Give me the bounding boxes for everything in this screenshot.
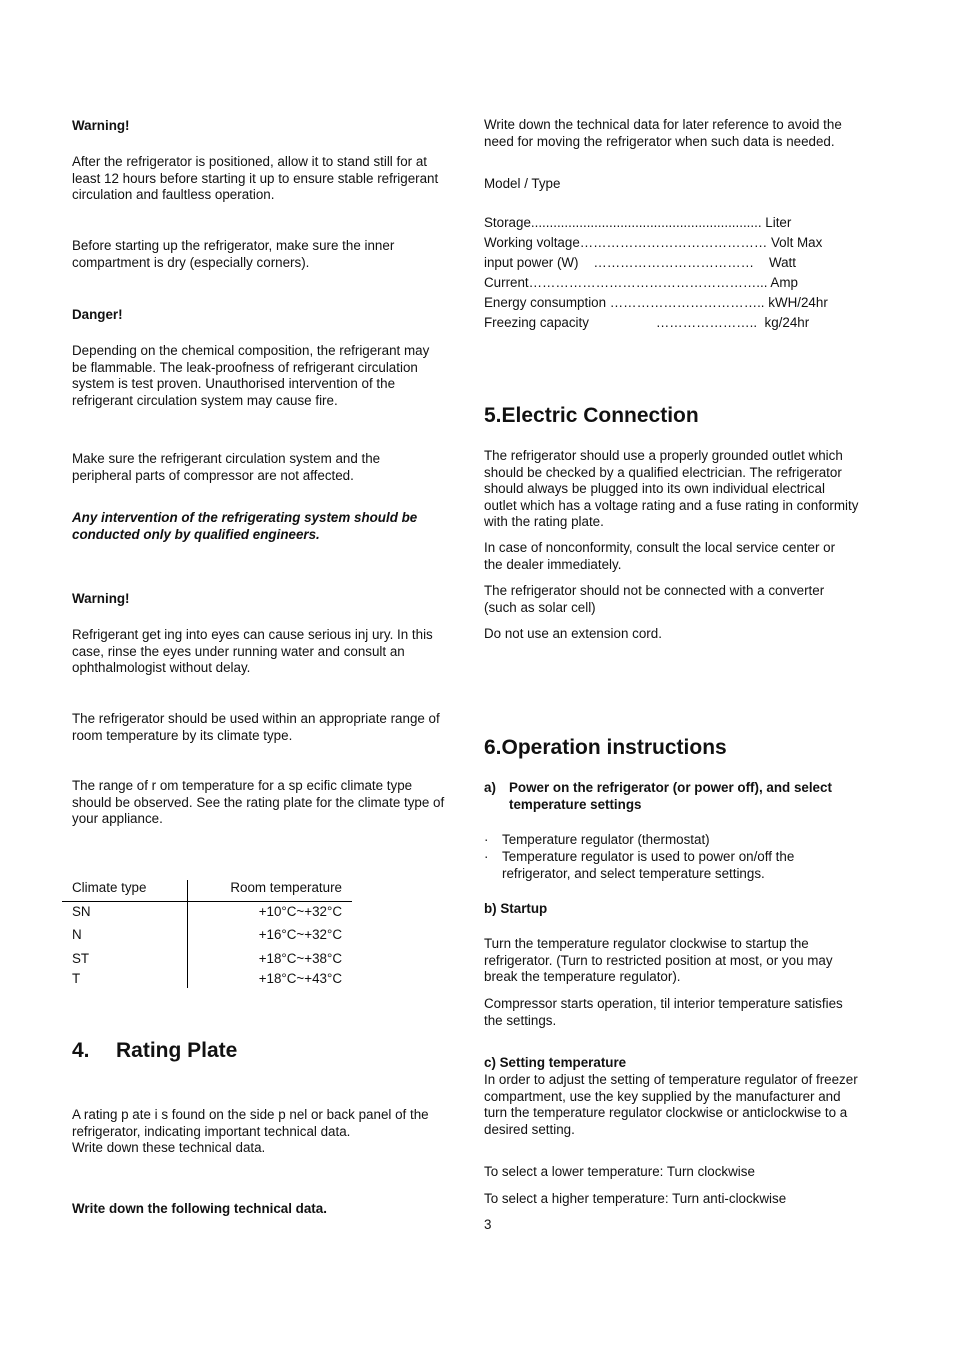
- spec-current: Current……………………………………………... Amp: [484, 275, 798, 290]
- bullet-text: Temperature regulator (thermostat): [502, 832, 710, 847]
- write-following-data: Write down the following technical data.: [72, 1201, 327, 1216]
- spec-energy-consumption: Energy consumption …………………………….. kWH/24hr: [484, 295, 828, 310]
- model-type-label: Model / Type: [484, 176, 561, 191]
- warning-text-1: After the refrigerator is positioned, allow it to stand still for at least 12 hours before starting it up to ensure stable refrigerant circulation and faultless operation.: [72, 154, 439, 203]
- table-row-temp: +18°C~+43°C: [258, 971, 342, 986]
- startup-paragraph-2: Compressor starts operation, til interior temperature satisfies the settings.: [484, 996, 843, 1028]
- table-row-temp: +10°C~+32°C: [258, 904, 342, 919]
- climate-range-text: The range of r om temperature for a sp ecific climate type should be observed. See the rating plate for the climate type of your appliance.: [72, 778, 445, 827]
- electric-paragraph-4: Do not use an extension cord.: [484, 626, 662, 641]
- spec-working-voltage: Working voltage…………………………………… Volt Max: [484, 235, 823, 250]
- setting-paragraph: In order to adjust the setting of temperature regulator of freezer compartment, use the key supplied by the manufacturer and turn the temperature regulator clockwise or anticlockwise to a desired setting.: [484, 1072, 858, 1137]
- subsection-a-text: Power on the refrigerator (or power off), and select temperature settings: [509, 780, 832, 812]
- warning-title-2: Warning!: [72, 591, 130, 606]
- writedown-technical-text: Write down the technical data for later reference to avoid the need for moving the refrigerator when such data is needed.: [484, 117, 842, 149]
- dry-compartment-text: Before starting up the refrigerator, make sure the inner compartment is dry (especially corners).: [72, 238, 395, 270]
- subsection-b-title: b) Startup: [484, 901, 548, 916]
- warning-text-2: Refrigerant get ing into eyes can cause serious inj ury. In this case, rinse the eyes under running water and consult an ophthalmologist without delay.: [72, 627, 433, 676]
- rating-plate-writedown: Write down these technical data.: [72, 1140, 266, 1155]
- subsection-a-title: [501, 780, 865, 813]
- table-row-type: ST: [72, 951, 90, 966]
- rating-plate-text: A rating p ate i s found on the side p nel or back panel of the refrigerator, indicating important technical data.: [72, 1107, 429, 1139]
- section-4-title: Rating Plate: [116, 1039, 238, 1062]
- bullet-item: [484, 849, 864, 883]
- electric-paragraph-2: In case of nonconformity, consult the local service center or the dealer immediately.: [484, 540, 836, 572]
- section-4-number: 4.: [72, 1039, 90, 1062]
- table-header-climate: Climate type: [72, 880, 147, 895]
- spec-input-power: input power (W) ……………………………… Watt: [484, 255, 796, 270]
- peripheral-text: Make sure the refrigerant circulation system and the peripheral parts of compressor are not affected.: [72, 451, 381, 483]
- table-row-temp: +16°C~+32°C: [258, 927, 342, 942]
- section-5-title: 5.Electric Connection: [484, 404, 699, 427]
- bullet-dot: ·: [484, 832, 489, 847]
- intervention-text: Any intervention of the refrigerating system should be conducted only by qualified engineers.: [72, 510, 418, 542]
- subsection-c-title: c) Setting temperature: [484, 1055, 627, 1070]
- table-header-temperature: Room temperature: [230, 880, 342, 895]
- danger-title: Danger!: [72, 307, 123, 322]
- danger-text: Depending on the chemical composition, the refrigerant may be flammable. The leak-proofness of refrigerant circulation system is test proven. Unauthorised intervention of the refrigerant circulation system may cause fire.: [72, 343, 430, 408]
- higher-temperature-text: To select a higher temperature: Turn anti-clockwise: [484, 1191, 787, 1206]
- subsection-a-label: a): [484, 780, 496, 795]
- electric-paragraph-3: The refrigerator should not be connected with a converter (such as solar cell): [484, 583, 825, 615]
- bullet-text: Temperature regulator is used to power on/off the refrigerator, and select temperature settings.: [502, 849, 795, 881]
- table-row-temp: +18°C~+38°C: [258, 951, 342, 966]
- spec-freezing-capacity: Freezing capacity ………………….. kg/24hr: [484, 315, 810, 330]
- warning-title-1: Warning!: [72, 118, 130, 133]
- table-row-type: T: [72, 971, 81, 986]
- table-row-type: SN: [72, 904, 91, 919]
- climate-table: [62, 880, 352, 988]
- table-row-type: N: [72, 927, 82, 942]
- lower-temperature-text: To select a lower temperature: Turn clockwise: [484, 1164, 755, 1179]
- section-6-title: 6.Operation instructions: [484, 736, 727, 759]
- climate-use-text: The refrigerator should be used within an appropriate range of room temperature by its climate type.: [72, 711, 440, 743]
- startup-paragraph-1: Turn the temperature regulator clockwise to startup the refrigerator. (Turn to restricted position at most, or you may break the temperature regulator).: [484, 936, 833, 985]
- electric-paragraph-1: The refrigerator should use a properly grounded outlet which should be checked by a qualified electrician. The refrigerator should always be plugged into its own individual electrical outlet which has a voltage rating and a fuse rating in conformity with the rating plate.: [484, 448, 859, 530]
- spec-storage: Storage.............................................................. Liter: [484, 215, 792, 230]
- table-divider-vertical: [187, 880, 188, 988]
- table-divider-horizontal: [62, 901, 352, 902]
- bullet-dot: ·: [484, 849, 489, 864]
- bullet-item: [484, 832, 864, 850]
- page-number: 3: [484, 1217, 492, 1232]
